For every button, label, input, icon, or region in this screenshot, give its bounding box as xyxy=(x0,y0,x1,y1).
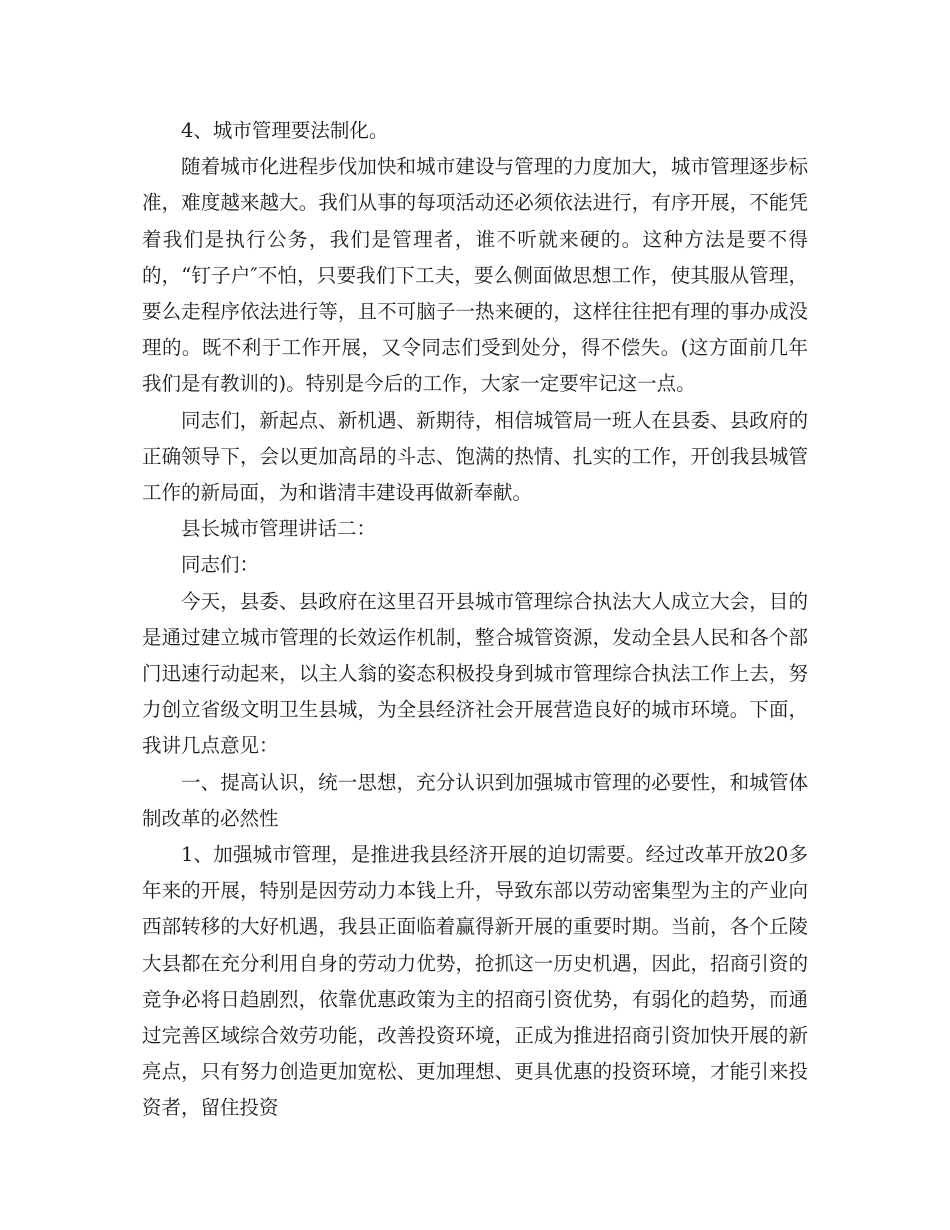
paragraph-heading-4: 4、城市管理要法制化。 xyxy=(181,119,389,142)
paragraph: 1、加强城市管理，是推进我县经济开展的迫切需要。经过改革开放20多年来的开展，特别是因劳动力本钱上升，导致东部以劳动密集型为主的产业向西部转移的大好机遇，我县正面临着赢得新开展的重要时期。当前，各个丘陵大县都在充分利用自身的劳动力优势，抢抓这一历史机遇，因此，招商引资的竞争必将日趋剧烈，依靠优惠政策为主的招商引资优势，有弱化的趋势，而通过完善区域综合效劳功能，改善投资环境，正成为推进招商引资加快开展的新亮点，只有努力创造更加宽松、更加理想、更具优惠的投资环境，才能引来投资者，留住投资 xyxy=(142,843,808,1120)
paragraph: 随着城市化进程步伐加快和城市建设与管理的力度加大，城市管理逐步标准，难度越来越大。我们从事的每项活动还必须依法进行，有序开展，不能凭着我们是执行公务，我们是管理者，谁不听就来硬的。这种方法是要不得的，“钉子户″不怕，只要我们下工夫，要么侧面做思想工作，使其服从管理，要么走程序依法进行等，且不可脑子一热来硬的，这样往往把有理的事办成没理的。既不利于工作开展，又令同志们受到处分，得不偿失。(这方面前几年我们是有教训的)。特别是今后的工作，大家一定要牢记这一点。 xyxy=(142,155,808,396)
salutation: 同志们： xyxy=(181,553,260,577)
paragraph: 今天，县委、县政府在这里召开县城市管理综合执法大人成立大会，目的是通过建立城市管理的长效运作机制，整合城管资源，发动全县人民和各个部门迅速行动起来，以主人翁的姿态积极投身到城市管理综合执法工作上去，努力创立省级文明卫生县城，为全县经济社会开展营造良好的城市环境。下面，我讲几点意见： xyxy=(142,589,808,758)
paragraph: 同志们，新起点、新机遇、新期待，相信城管局一班人在县委、县政府的正确领导下，会以更加高昂的斗志、饱满的热情、扎实的工作，开创我县城管工作的新局面，为和谐清丰建设再做新奉献。 xyxy=(142,408,808,505)
section-heading-1: 一、提高认识，统一思想，充分认识到加强城市管理的必要性，和城管体制改革的必然性 xyxy=(142,770,808,830)
document-body xyxy=(142,113,808,1127)
section-title: 县长城市管理讲话二： xyxy=(181,517,377,541)
